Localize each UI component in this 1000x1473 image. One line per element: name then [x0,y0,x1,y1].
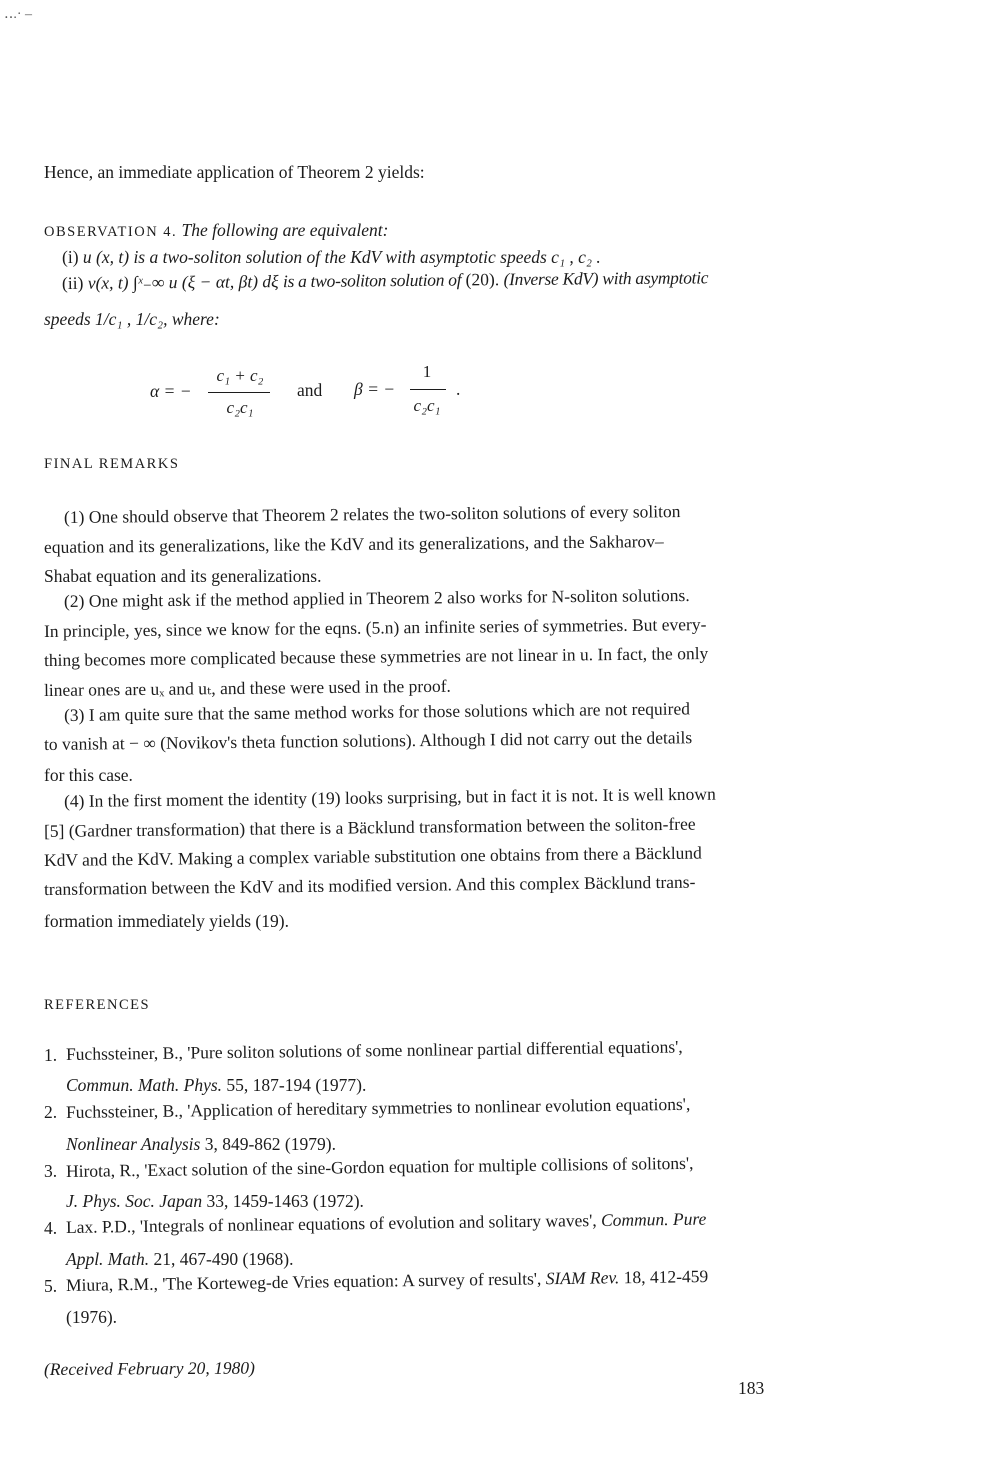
observation-label: OBSERVATION 4. [44,224,178,240]
remark-line: equation and its generalizations, like the KdV and its generalizations, and the Sakharov– [43,531,664,557]
reference-citation-text: Miura, R.M., 'The Korteweg-de Vries equation: A survey of results', [65,1268,546,1295]
remark-line: KdV and the KdV. Making a complex variable substitution one obtains from there a Bäcklund [43,842,702,870]
alpha-lhs: α = − [150,381,192,401]
beta-lhs: β = − [354,379,396,399]
alpha-denominator: c₂c₁ [226,398,254,417]
item-ii-text-a: is a two-soliton solution of [282,269,462,292]
reference-volume: 55, 187-194 (1977). [222,1075,367,1095]
item-ii-math: v(x, t) ∫ˣ₋∞ u (ξ − αt, βt) dξ [87,271,279,293]
alpha-fraction-bar [208,392,270,393]
reference-source [66,1074,366,1096]
observation-lead: The following are equivalent: [181,220,389,240]
remark-line: (1) One should observe that Theorem 2 relates the two-soliton solutions of every soliton [63,501,681,527]
beta-fraction-bar [410,389,446,390]
reference-number: 3. [44,1161,58,1181]
reference-number: 4. [44,1218,58,1238]
final-remarks-heading: FINAL REMARKS [44,456,180,472]
reference-number: 1. [44,1045,58,1065]
remark-line: for this case. [44,765,133,785]
reference-volume: 33, 1459-1463 (1972). [202,1191,364,1211]
reference-citation [66,1208,707,1238]
item-i-label: (i) [62,247,79,267]
remark-line: (2) One might ask if the method applied in Theorem 2 also works for N-soliton solutions. [63,584,690,611]
item-ii-ref: (20). [465,269,500,290]
reference-citation: Hirota, R., 'Exact solution of the sine-Gordon equation for multiple collisions of solitons', [65,1152,694,1181]
reference-number: 5. [44,1276,58,1296]
intro-sentence: Hence, an immediate application of Theorem 2 yields: [44,162,425,182]
received-date: (Received February 20, 1980) [43,1357,255,1379]
item-i-text: u (x, t) is a two-soliton solution of the KdV with asymptotic speeds c₁ , c₂ . [82,247,601,267]
reference-citation: Fuchssteiner, B., 'Application of hereditary symmetries to nonlinear evolution equations', [65,1093,691,1122]
reference-source [66,1248,293,1270]
remark-line: formation immediately yields (19). [44,911,289,931]
remark-line: (4) In the first moment the identity (19) looks surprising, but in fact it is not. It is well known [63,783,716,811]
reference-volume: 18, 412-459 [619,1266,709,1288]
page-number: 183 [738,1378,765,1398]
reference-year: (1976). [66,1307,118,1327]
reference-citation: Fuchssteiner, B., 'Pure soliton solutions of some nonlinear partial differential equations', [65,1036,683,1064]
remark-line: thing becomes more complicated because these symmetries are not linear in u. In fact, the only [43,643,709,670]
formula-end: . [456,379,461,399]
reference-volume: 3, 849-862 (1979). [200,1134,336,1154]
reference-journal: Appl. Math. [66,1249,150,1269]
beta-denominator: c₂c₁ [413,396,441,415]
formula-and: and [297,380,323,400]
reference-journal: Nonlinear Analysis [66,1134,201,1154]
scan-marks: ‥.· ‒ [4,7,32,22]
reference-source [66,1133,336,1155]
reference-citation-text: Lax. P.D., 'Integrals of nonlinear equations of evolution and solitary waves', [65,1209,602,1237]
remark-line: In principle, yes, since we know for the eqns. (5.n) an infinite series of symmetries. But every- [43,614,707,641]
reference-journal: SIAM Rev. [545,1267,620,1289]
observation-item-i [62,246,601,268]
beta-numerator: 1 [422,362,432,381]
observation-heading [44,219,388,243]
remark-line: transformation between the KdV and its modified version. And this complex Bäcklund trans- [43,871,696,899]
remark-line: linear ones are uₓ and uₜ, and these were used in the proof. [43,675,451,700]
reference-number: 2. [44,1102,58,1122]
reference-source [66,1190,364,1212]
item-ii-continuation: speeds 1/c₁ , 1/c₂, where: [44,309,220,329]
reference-journal: J. Phys. Soc. Japan [66,1191,203,1211]
observation-item-ii [62,266,708,294]
remark-line: Shabat equation and its generalizations. [44,566,322,586]
reference-journal-start: Commun. Pure [600,1208,707,1230]
remark-line: (3) I am quite sure that the same method works for those solutions which are not required [63,698,691,725]
item-ii-label: (ii) [61,272,84,293]
reference-volume: 21, 467-490 (1968). [149,1249,294,1269]
remark-line: [5] (Gardner transformation) that there is a Bäcklund transformation between the soliton-free [43,813,696,841]
reference-journal: Commun. Math. Phys. [66,1075,223,1095]
item-ii-text-b: (Inverse KdV) with asymptotic [503,267,709,290]
references-heading: REFERENCES [44,997,151,1013]
remark-line: to vanish at − ∞ (Novikov's theta function solutions). Although I did not carry out the details [43,727,693,754]
alpha-numerator: c₁ + c₂ [216,366,264,385]
